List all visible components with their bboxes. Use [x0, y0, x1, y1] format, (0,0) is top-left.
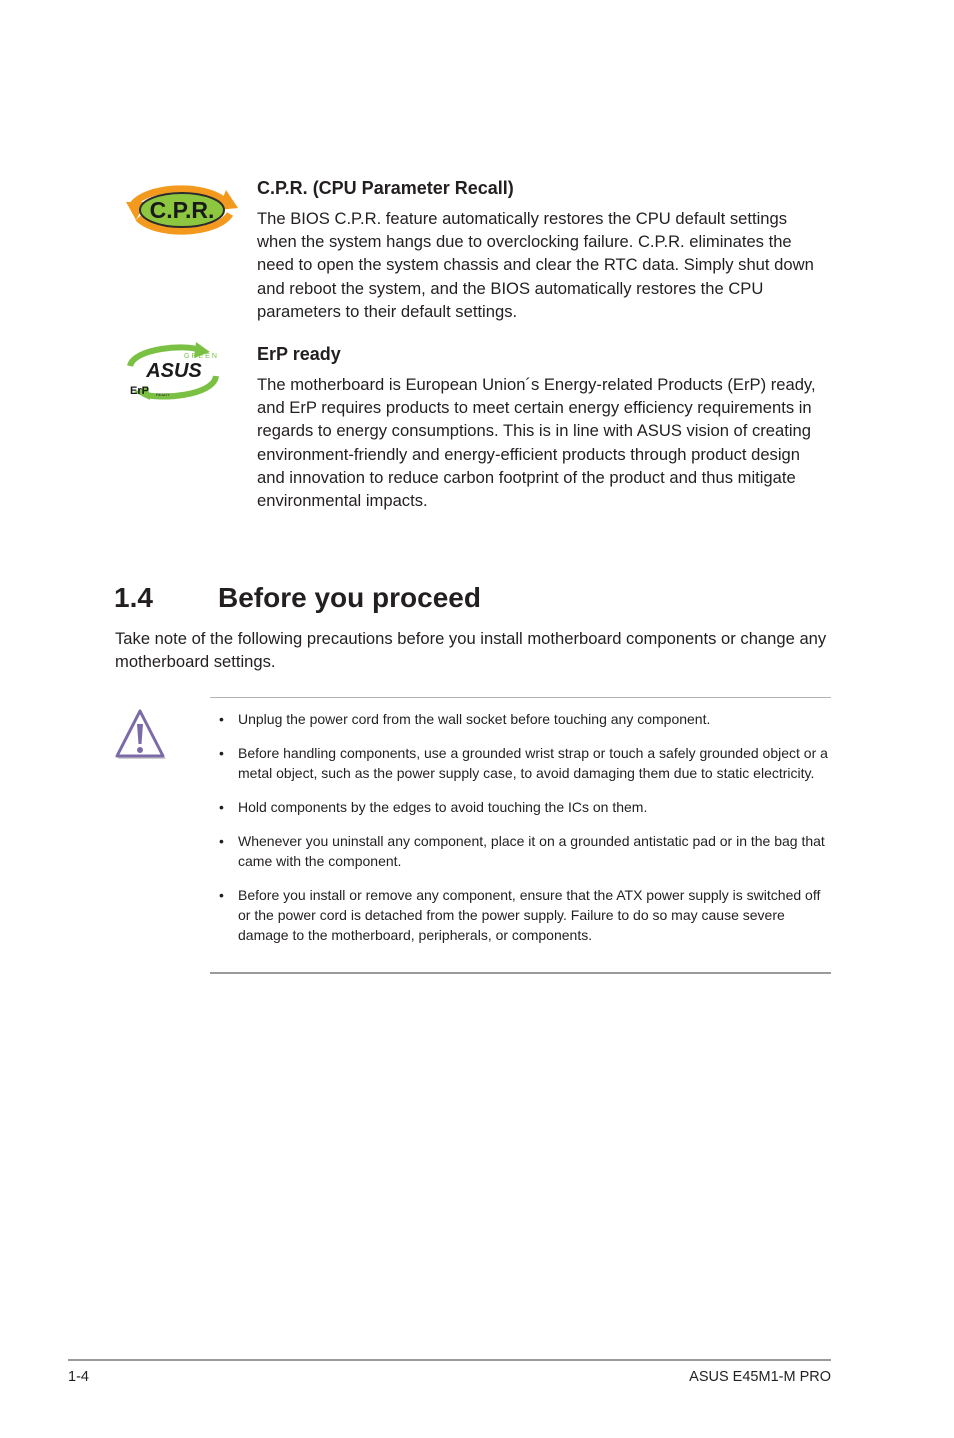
caution-list — [211, 709, 831, 945]
erp-description: The motherboard is European Union´s Energy-related Products (ErP) ready, and ErP requires products to meet certain energy efficiency requirements in regards to energy consumptions. This is in line with ASUS vision of creating environment-friendly and energy-efficient products through product design and innovation to reduce carbon footprint of the product and thus mitigate environmental impacts. — [257, 375, 816, 511]
caution-bottom-rule — [210, 972, 831, 974]
caution-item — [211, 743, 831, 783]
product-name: ASUS E45M1-M PRO — [689, 1369, 831, 1385]
cpr-title: C.P.R. (CPU Parameter Recall) — [257, 178, 514, 198]
warning-triangle-graphic — [114, 709, 166, 761]
caution-item — [211, 709, 831, 729]
erp-logo-erp-text: ErP — [130, 385, 149, 397]
erp-logo-graphic — [122, 342, 224, 402]
erp-logo-brand-text: ASUS — [146, 360, 202, 382]
caution-item-text: Unplug the power cord from the wall socket before touching any component. — [238, 711, 711, 727]
warning-triangle-icon — [114, 709, 166, 761]
caution-item-text: Hold components by the edges to avoid touching the ICs on them. — [238, 799, 648, 815]
bullet: • — [219, 887, 224, 903]
bullet: • — [219, 833, 224, 849]
erp-title: ErP ready — [257, 344, 341, 364]
section-title: Before you proceed — [218, 582, 481, 613]
caution-top-rule — [210, 697, 831, 698]
caution-item-text: Before handling components, use a grounded wrist strap or touch a safely grounded object or a metal object, such as the power supply case, to avoid damaging them due to static electricity. — [238, 745, 828, 781]
page-number: 1-4 — [68, 1369, 89, 1385]
section-number: 1.4 — [114, 582, 153, 613]
caution-items — [211, 709, 831, 945]
erp-logo-ready-text: READY — [156, 392, 170, 397]
cpr-logo-text: C.P.R. — [149, 197, 215, 223]
erp-logo-green-text: GREEN — [184, 353, 219, 360]
footer-rule — [68, 1359, 831, 1361]
caution-item-text: Before you install or remove any component, ensure that the ATX power supply is switched off or the power cord is detached from the power supply. Failure to do so may cause severe damage to the motherboard, peripherals, or components. — [238, 887, 821, 943]
bullet: • — [219, 745, 224, 761]
erp-logo — [122, 342, 224, 402]
caution-item — [211, 831, 831, 871]
bullet: • — [219, 711, 224, 727]
cpr-logo-graphic — [122, 180, 242, 238]
caution-item — [211, 885, 831, 945]
bullet: • — [219, 799, 224, 815]
cpr-description: The BIOS C.P.R. feature automatically restores the CPU default settings when the system hangs due to overclocking failure. C.P.R. eliminates the need to open the system chassis and clear the RTC data. Simply shut down and reboot the system, and the BIOS automatically restores the CPU parameters to their default settings. — [257, 209, 814, 321]
caution-item-text: Whenever you uninstall any component, place it on a grounded antistatic pad or in the bag that came with the component. — [238, 833, 825, 869]
caution-item — [211, 797, 831, 817]
section-intro: Take note of the following precautions before you install motherboard components or change any motherboard settings. — [115, 629, 827, 672]
cpr-logo — [122, 180, 242, 238]
